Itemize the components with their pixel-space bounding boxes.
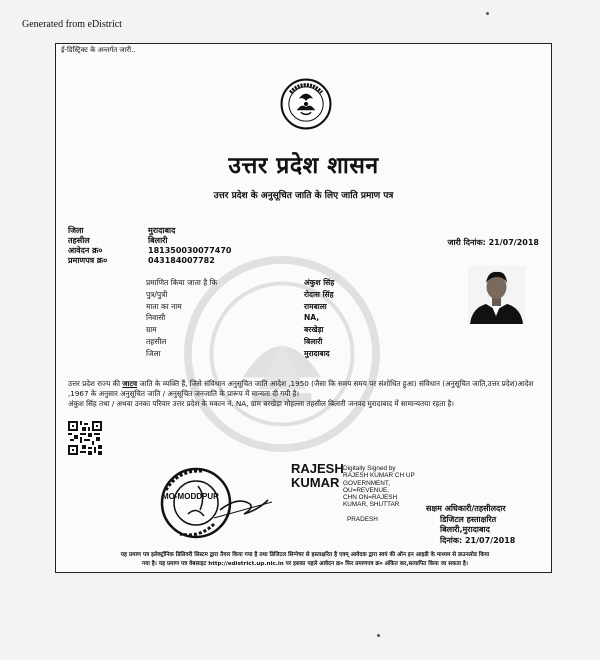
- issued-under-label: ई-डिस्ट्रिक्ट के अन्तर्गत जारी..: [61, 46, 136, 54]
- detail-value: NA,: [304, 313, 320, 323]
- detail-value: मुरादाबाद: [304, 348, 330, 358]
- detail-label: प्रमाणित किया जाता है कि: [146, 278, 218, 287]
- detail-value: बिलारी: [304, 336, 323, 346]
- meta-label: जिला: [68, 226, 84, 235]
- detail-label: ग्राम: [146, 325, 157, 335]
- issue-date: जारी दिनांक: 21/07/2018: [447, 238, 539, 247]
- verification-footer: [70, 551, 540, 568]
- detail-row: [146, 336, 334, 348]
- applicant-details: [146, 277, 334, 360]
- issuing-authority: [426, 504, 515, 546]
- applicant-photo: [468, 266, 525, 324]
- meta-row: [68, 246, 232, 256]
- detail-label: माता का नाम: [146, 301, 182, 311]
- detail-value: बरखेड़ा: [304, 325, 324, 335]
- signer-name: [291, 462, 344, 490]
- detail-row: [146, 277, 334, 289]
- authority-line: बिलारी,मुरादाबाद: [440, 525, 490, 534]
- scan-speck: [377, 634, 380, 637]
- generated-from-label: Generated from eDistrict: [22, 19, 122, 30]
- para-body: जाति के व्यक्ति हैं, जिसे संविधान अनुसूचित जाति आदेश ,1950 (जैसा कि समय समय पर संशोधित हुआ) संविधान (अनुसूचित जाति,उत्तर प्रदेश)आदेश ,1967 के अनुसार अनुसूचित जाति / अनुसूचित जनजाति के प्रारूप में मान्यता दी गयी है।: [68, 379, 534, 398]
- detail-label: जिला: [146, 348, 161, 358]
- authority-line: दिनांक: 21/07/2018: [440, 535, 516, 545]
- signer-last-name: KUMAR: [291, 475, 340, 490]
- detail-row: [146, 324, 334, 336]
- footer-line: गया है। यह प्रमाण पत्र वेबसाइट http://edistrict.up.nic.in पर इसका पहले आवेदन क्र० फिर प्रमाणपत्र क्र० अंकित कर,सत्यापित किया जा सकता है।: [142, 560, 468, 567]
- detail-row: [146, 301, 334, 313]
- meta-row: [68, 256, 232, 266]
- para-prefix: उत्तर प्रदेश राज्य की: [68, 379, 120, 388]
- detail-row: [146, 348, 334, 360]
- caste-certificate: [55, 43, 552, 573]
- digital-signature-details: Digitally Signed by RAJESH KUMAR CH UP GOVERNMENT, OU=REVENUE, CHN ON=RAJESH KUMAR, SHUTTAR: [343, 465, 415, 509]
- detail-value: अंकुश सिंह: [304, 278, 335, 287]
- meta-label: प्रमाणपत्र क्र०: [68, 256, 108, 265]
- signer-first-name: RAJESH: [291, 461, 344, 476]
- meta-value: 043184007782: [148, 256, 215, 265]
- detail-value: रामबाला: [304, 301, 327, 311]
- document-subtitle: उत्तर प्रदेश के अनुसूचित जाति के लिए जाति प्रमाण पत्र: [213, 191, 394, 201]
- application-meta: [68, 226, 232, 266]
- meta-value: 181350030077470: [148, 246, 232, 255]
- detail-label: निवासी: [146, 313, 166, 323]
- authority-line: डिजिटल हस्ताक्षरित: [440, 514, 497, 524]
- verification-qr-code: [68, 421, 102, 455]
- meta-value: मुरादाबाद: [148, 226, 176, 235]
- meta-row: [68, 226, 232, 236]
- detail-label: पुत्र/पुत्री: [146, 289, 168, 299]
- certification-paragraph: [68, 379, 543, 409]
- meta-value: बिलारी: [148, 236, 168, 245]
- seal-text: MO-MODDPUR: [162, 492, 219, 501]
- caste-name: जाटव: [122, 379, 138, 388]
- meta-row: [68, 236, 232, 246]
- document-title: उत्तर प्रदेश शासन: [228, 152, 379, 179]
- para-residence: अंकुश सिंह तथा / अथवा उनका परिवार उत्तर प्रदेश के मकान नं. NA, ग्राम बरखेड़ा मोहल्ला तहसील बिलारी जनपद मुरादाबाद में सामान्यतया रहता है।: [68, 399, 455, 408]
- authority-line: सक्षम अधिकारी/तहसीलदार: [426, 504, 506, 513]
- detail-row: [146, 312, 334, 324]
- tehsildar-seal-stamp: [154, 466, 278, 540]
- meta-label: आवेदन क्र०: [68, 246, 103, 255]
- up-government-emblem-icon: [280, 78, 332, 130]
- footer-line: यह प्रमाण पत्र इलेक्ट्रॉनिक डिलिवरी सिस्टम द्वारा तैयार किया गया है तथा डिजिटल सिग्नेचर से हस्ताक्षरित है एवम् आवेदक द्वारा स्वयं की ऑन इन आइडी के माध्यम से डाउनलोड किया: [120, 552, 490, 558]
- detail-row: [146, 289, 334, 301]
- signature-state: PRADESH: [347, 516, 378, 523]
- meta-label: तहसील: [68, 236, 90, 245]
- detail-value: रोदास सिंह: [304, 289, 334, 299]
- detail-label: तहसील: [146, 336, 167, 346]
- scan-speck: [486, 12, 489, 15]
